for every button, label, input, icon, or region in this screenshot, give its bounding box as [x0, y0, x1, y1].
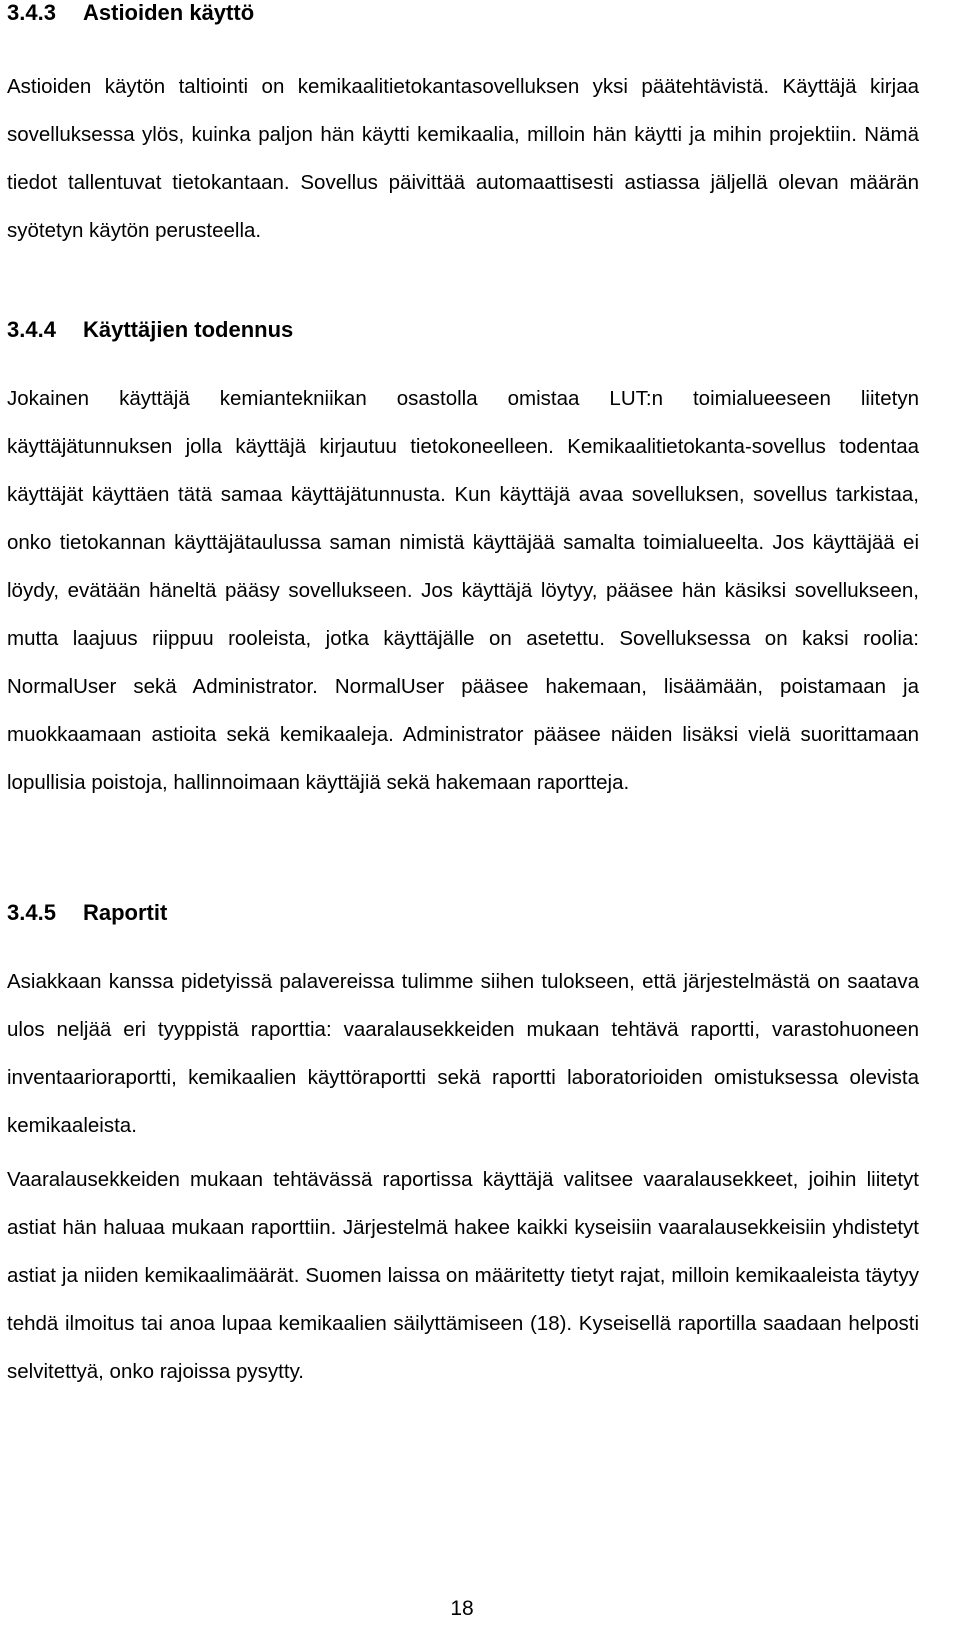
page-number: 18: [450, 1597, 474, 1620]
section-title: Käyttäjien todennus: [83, 317, 294, 342]
section-number: 3.4.5: [7, 900, 56, 925]
paragraph: Asiakkaan kanssa pidetyissä palavereissa tulimme siihen tulokseen, että järjestelmästä on saatava ulos neljää eri tyyppistä raporttia: vaaralausekkeiden mukaan tehtävä raportti, varastohuoneen inventaarioraportti, kemikaalien käyttöraportti sekä raportti laboratorioiden omistuksessa olevista kemikaaleista.: [7, 970, 919, 1137]
section-heading-3-4-3: [7, 0, 254, 26]
section-title: Raportit: [83, 900, 168, 925]
section-heading-3-4-5: [7, 900, 167, 926]
paragraph: Jokainen käyttäjä kemiantekniikan osastolla omistaa LUT:n toimialueeseen liitetyn käyttäjätunnuksen jolla käyttäjä kirjautuu tietokoneelleen. Kemikaalitietokanta-sovellus todentaa käyttäjät käyttäen tätä samaa käyttäjätunnusta. Kun käyttäjä avaa sovelluksen, sovellus tarkistaa, onko tietokannan käyttäjätaulussa saman nimistä käyttäjää samalta toimialueelta. Jos käyttäjää ei löydy, evätään häneltä pääsy sovellukseen. Jos käyttäjä löytyy, pääsee hän käsiksi sovellukseen, mutta laajuus riippuu rooleista, jotka käyttäjälle on asetettu. Sovelluksessa on kaksi roolia: NormalUser sekä Administrator. NormalUser pääsee hakemaan, lisäämään, poistamaan ja muokkaamaan astioita sekä kemikaaleja. Administrator pääsee näiden lisäksi vielä suorittamaan lopullisia poistoja, hallinnoimaan käyttäjiä sekä hakemaan raportteja.: [7, 387, 919, 794]
section-number: 3.4.4: [7, 317, 56, 342]
section-title: Astioiden käyttö: [83, 0, 255, 25]
section-number: 3.4.3: [7, 0, 56, 25]
paragraph: Vaaralausekkeiden mukaan tehtävässä raportissa käyttäjä valitsee vaaralausekkeet, joihin liitetyt astiat hän haluaa mukaan raporttiin. Järjestelmä hakee kaikki kyseisiin vaaralausekkeisiin yhdistetyt astiat ja niiden kemikaalimäärät. Suomen laissa on määritetty tietyt rajat, milloin kemikaaleista täytyy tehdä ilmoitus tai anoa lupaa kemikaalien säilyttämiseen (18). Kyseisellä raportilla saadaan helposti selvitettyä, onko rajoissa pysytty.: [7, 1168, 919, 1383]
paragraph: Astioiden käytön taltiointi on kemikaalitietokantasovelluksen yksi päätehtävistä. Käyttäjä kirjaa sovelluksessa ylös, kuinka paljon hän käytti kemikaalia, milloin hän käytti ja mihin projektiin. Nämä tiedot tallentuvat tietokantaan. Sovellus päivittää automaattisesti astiassa jäljellä olevan määrän syötetyn käytön perusteella.: [7, 75, 919, 242]
section-heading-3-4-4: [7, 317, 293, 343]
